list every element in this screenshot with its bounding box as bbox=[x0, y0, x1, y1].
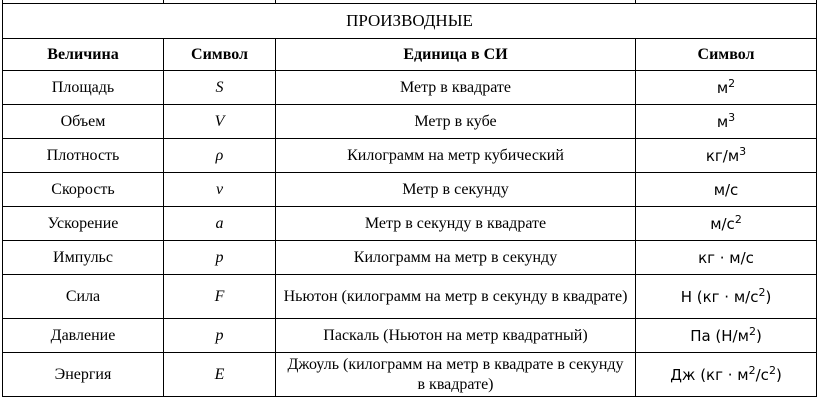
table-caption-row bbox=[3, 4, 817, 39]
unit-symbol-cell: $м^2$ bbox=[636, 71, 817, 105]
symbol-cell: V bbox=[164, 105, 276, 139]
unit-symbol-cell: Н $(кг \cdot м/с^2)$ bbox=[636, 275, 817, 319]
si-unit-cell: Паскаль (Ньютон на метр квадратный) bbox=[276, 319, 636, 353]
table-row bbox=[3, 241, 817, 275]
table-row bbox=[3, 275, 817, 319]
quantity-cell: Давление bbox=[3, 319, 164, 353]
table-row bbox=[3, 207, 817, 241]
unit-symbol-cell: $кг/м^3$ bbox=[636, 139, 817, 173]
si-unit-cell: Метр в секунду в квадрате bbox=[276, 207, 636, 241]
si-unit-cell: Килограмм на метр в секунду bbox=[276, 241, 636, 275]
header-quantity: Величина bbox=[3, 39, 164, 71]
symbol-cell: F bbox=[164, 275, 276, 319]
table-row bbox=[3, 353, 817, 397]
quantity-cell: Ускорение bbox=[3, 207, 164, 241]
symbol-cell: p bbox=[164, 319, 276, 353]
unit-symbol-cell: м/с bbox=[636, 173, 817, 207]
table-row bbox=[3, 105, 817, 139]
quantity-cell: Скорость bbox=[3, 173, 164, 207]
table-row bbox=[3, 71, 817, 105]
symbol-cell: E bbox=[164, 353, 276, 397]
table-row bbox=[3, 139, 817, 173]
unit-symbol-cell: Па $(Н/м^2)$ bbox=[636, 319, 817, 353]
quantity-cell: Плотность bbox=[3, 139, 164, 173]
symbol-cell: S bbox=[164, 71, 276, 105]
quantity-cell: Энергия bbox=[3, 353, 164, 397]
table-caption: ПРОИЗВОДНЫЕ bbox=[3, 4, 817, 39]
table-header-row bbox=[3, 39, 817, 71]
unit-symbol-cell: $м^3$ bbox=[636, 105, 817, 139]
si-unit-cell: Ньютон (килограмм на метр в секунду в квадрате) bbox=[276, 275, 636, 319]
si-unit-cell: Метр в квадрате bbox=[276, 71, 636, 105]
symbol-cell: v bbox=[164, 173, 276, 207]
quantity-cell: Объем bbox=[3, 105, 164, 139]
si-unit-cell: Метр в кубе bbox=[276, 105, 636, 139]
si-unit-cell: Килограмм на метр кубический bbox=[276, 139, 636, 173]
symbol-cell: p bbox=[164, 241, 276, 275]
derived-units-table bbox=[2, 0, 817, 397]
quantity-cell: Площадь bbox=[3, 71, 164, 105]
header-symbol: Символ bbox=[164, 39, 276, 71]
symbol-cell: ρ bbox=[164, 139, 276, 173]
si-unit-cell: Метр в секунду bbox=[276, 173, 636, 207]
table-row bbox=[3, 319, 817, 353]
header-unit-symbol: Символ bbox=[636, 39, 817, 71]
quantity-cell: Сила bbox=[3, 275, 164, 319]
quantity-cell: Импульс bbox=[3, 241, 164, 275]
unit-symbol-cell: кг · м/с bbox=[636, 241, 817, 275]
header-si-unit: Единица в СИ bbox=[276, 39, 636, 71]
si-unit-cell: Джоуль (килограмм на метр в квадрате в секунду в квадрате) bbox=[276, 353, 636, 397]
unit-symbol-cell: Дж $(кг \cdot м^2/с^2)$ bbox=[636, 353, 817, 397]
table-row bbox=[3, 173, 817, 207]
symbol-cell: a bbox=[164, 207, 276, 241]
unit-symbol-cell: $м/с^2$ bbox=[636, 207, 817, 241]
